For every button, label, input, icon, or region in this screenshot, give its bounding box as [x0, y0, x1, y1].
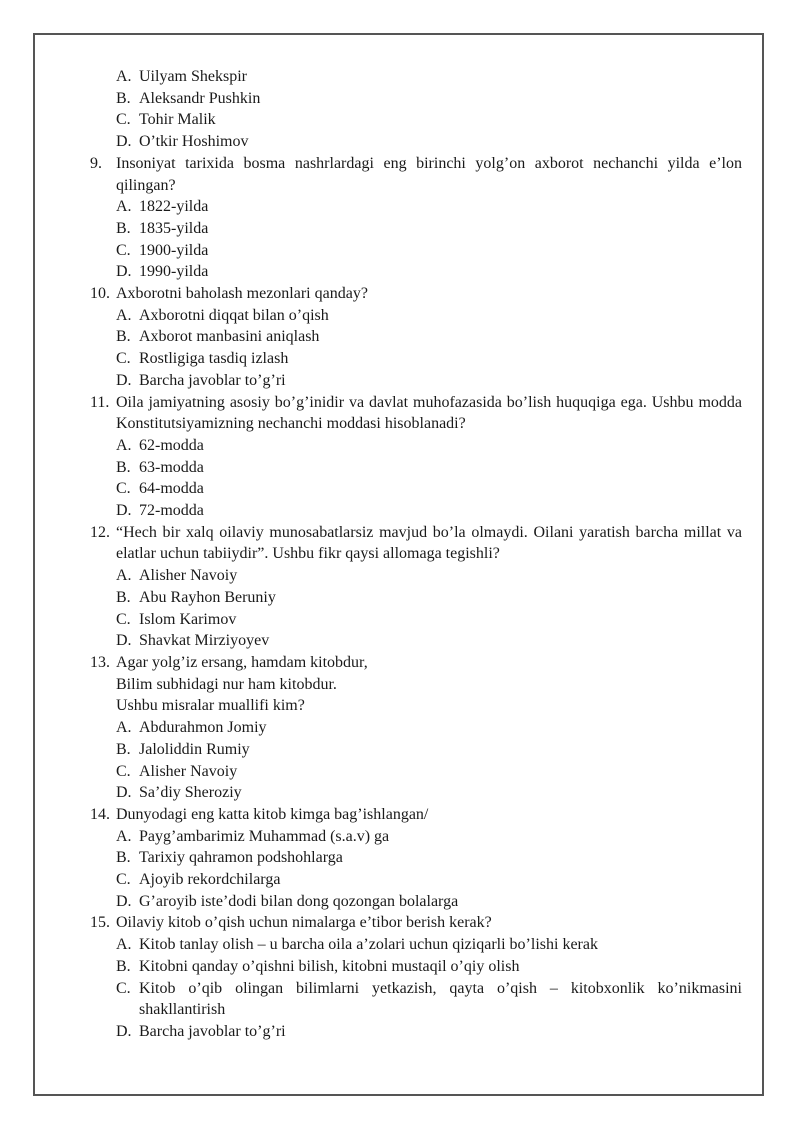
option-text: O’tkir Hoshimov — [139, 133, 249, 151]
option-text: Alisher Navoiy — [139, 567, 238, 585]
option-text: Jaloliddin Rumiy — [139, 740, 250, 758]
option-item — [90, 609, 742, 631]
option-text: Kitob tanlay olish – u barcha oila a’zolari uchun qiziqarli bo’lishi kerak — [139, 936, 598, 954]
option-item — [90, 761, 742, 783]
question-stem — [90, 804, 742, 826]
question-stem — [90, 912, 742, 934]
question-stem — [90, 652, 742, 717]
option-letter: C. — [116, 111, 131, 129]
question-stem — [90, 153, 742, 196]
option-item — [90, 565, 742, 587]
option-item — [90, 847, 742, 869]
option-item — [90, 869, 742, 891]
option-item — [90, 218, 742, 240]
question-text: Oilaviy kitob o’qish uchun nimalarga e’tibor berish kerak? — [116, 914, 492, 932]
option-text: Barcha javoblar to’g’ri — [139, 371, 286, 389]
document-body — [90, 66, 742, 1043]
option-item — [90, 305, 742, 327]
option-item — [90, 630, 742, 652]
option-item — [90, 1021, 742, 1043]
option-letter: A. — [116, 827, 132, 845]
option-item — [90, 326, 742, 348]
option-item — [90, 500, 742, 522]
option-text: G’aroyib iste’dodi bilan dong qozongan bolalarga — [139, 892, 459, 910]
option-text: Abu Rayhon Beruniy — [139, 588, 276, 606]
option-text: 64-modda — [139, 480, 204, 498]
option-item — [90, 478, 742, 500]
option-letter: C. — [116, 979, 131, 997]
option-item — [90, 457, 742, 479]
option-text: Shavkat Mirziyoyev — [139, 632, 270, 650]
option-item — [90, 934, 742, 956]
question-stem — [90, 283, 742, 305]
option-letter: A. — [116, 306, 132, 324]
option-text: 63-modda — [139, 458, 204, 476]
option-item — [90, 88, 742, 110]
option-letter: D. — [116, 892, 132, 910]
option-letter: C. — [116, 241, 131, 259]
option-text: Kitob o’qib olingan bilimlarni yetkazish, qayta o’qish – kitobxonlik ko’nikmasini shakllantirish — [139, 979, 742, 1019]
option-letter: A. — [116, 719, 132, 737]
question-number: 12. — [90, 523, 110, 541]
option-letter: C. — [116, 480, 131, 498]
option-text: Axborotni diqqat bilan o’qish — [139, 306, 329, 324]
question-text: Ushbu misralar muallifi kim? — [116, 697, 305, 715]
option-letter: D. — [116, 263, 132, 281]
option-letter: C. — [116, 350, 131, 368]
option-text: Tohir Malik — [139, 111, 216, 129]
option-text: Abdurahmon Jomiy — [139, 719, 267, 737]
option-text: 1835-yilda — [139, 219, 209, 237]
verse-line: Agar yolg’iz ersang, hamdam kitobdur, — [116, 653, 368, 671]
option-item — [90, 348, 742, 370]
option-letter: A. — [116, 936, 132, 954]
option-item — [90, 587, 742, 609]
option-letter: D. — [116, 1022, 132, 1040]
option-text: Payg’ambarimiz Muhammad (s.a.v) ga — [139, 827, 390, 845]
option-text: Uilyam Shekspir — [139, 68, 247, 85]
continued-options — [90, 66, 742, 153]
option-item — [90, 717, 742, 739]
question-text: “Hech bir xalq oilaviy munosabatlarsiz mavjud bo’la olmaydi. Oilani yaratish barcha millat va elatlar uchun tabiiydir”. Ushbu fikr qaysi allomaga tegishli? — [116, 523, 742, 563]
option-text: Aleksandr Pushkin — [139, 89, 261, 107]
option-item — [90, 131, 742, 153]
option-text: 1990-yilda — [139, 263, 209, 281]
option-item — [90, 261, 742, 283]
option-letter: D. — [116, 371, 132, 389]
question-14 — [90, 804, 742, 913]
option-text: 1900-yilda — [139, 241, 209, 259]
option-letter: B. — [116, 740, 131, 758]
option-letter: C. — [116, 762, 131, 780]
option-letter: A. — [116, 567, 132, 585]
option-letter: A. — [116, 436, 132, 454]
option-letter: B. — [116, 219, 131, 237]
option-letter: A. — [116, 198, 132, 216]
question-stem — [90, 392, 742, 435]
question-12 — [90, 522, 742, 652]
question-number: 14. — [90, 805, 110, 823]
option-text: Barcha javoblar to’g’ri — [139, 1022, 286, 1040]
option-item — [90, 240, 742, 262]
question-15 — [90, 912, 742, 1042]
option-letter: C. — [116, 610, 131, 628]
option-text: Islom Karimov — [139, 610, 237, 628]
option-letter: B. — [116, 957, 131, 975]
option-text: Axborot manbasini aniqlash — [139, 328, 320, 346]
option-item — [90, 370, 742, 392]
option-text: Rostligiga tasdiq izlash — [139, 350, 289, 368]
option-item — [90, 891, 742, 913]
option-letter: A. — [116, 68, 132, 85]
question-verse — [116, 652, 742, 717]
option-item — [90, 782, 742, 804]
verse-line: Bilim subhidagi nur ham kitobdur. — [116, 675, 337, 693]
question-number: 11. — [90, 393, 110, 411]
question-11 — [90, 392, 742, 522]
question-9 — [90, 153, 742, 283]
question-text: Oila jamiyatning asosiy bo’g’inidir va davlat muhofazasida bo’lish huquqiga ega. Ushbu modda Konstitutsiyamizning nechanchi moddasi hisoblanadi? — [116, 393, 742, 433]
option-text: Tarixiy qahramon podshohlarga — [139, 849, 343, 867]
option-letter: B. — [116, 89, 131, 107]
option-text: Kitobni qanday o’qishni bilish, kitobni mustaqil o’qiy olish — [139, 957, 520, 975]
question-number: 10. — [90, 285, 110, 303]
option-item — [90, 196, 742, 218]
option-letter: B. — [116, 849, 131, 867]
option-letter: D. — [116, 632, 132, 650]
option-text: 72-modda — [139, 502, 204, 520]
option-item — [90, 956, 742, 978]
option-item — [90, 826, 742, 848]
question-13 — [90, 652, 742, 804]
option-text: Alisher Navoiy — [139, 762, 238, 780]
option-letter: D. — [116, 502, 132, 520]
option-letter: B. — [116, 328, 131, 346]
option-item — [90, 978, 742, 1021]
option-text: 1822-yilda — [139, 198, 209, 216]
option-text: Sa’diy Sheroziy — [139, 784, 242, 802]
option-letter: C. — [116, 871, 131, 889]
option-letter: B. — [116, 458, 131, 476]
question-text: Axborotni baholash mezonlari qanday? — [116, 285, 368, 303]
option-letter: B. — [116, 588, 131, 606]
option-item — [90, 66, 742, 88]
option-text: Ajoyib rekordchilarga — [139, 871, 281, 889]
question-text: Dunyodagi eng katta kitob kimga bag’ishlangan/ — [116, 805, 429, 823]
option-item — [90, 739, 742, 761]
option-item — [90, 435, 742, 457]
option-letter: D. — [116, 133, 132, 151]
question-10 — [90, 283, 742, 392]
question-stem — [90, 522, 742, 565]
question-number: 15. — [90, 914, 110, 932]
option-text: 62-modda — [139, 436, 204, 454]
question-number: 9. — [90, 154, 102, 172]
option-letter: D. — [116, 784, 132, 802]
question-text: Insoniyat tarixida bosma nashrlardagi eng birinchi yolg’on axborot nechanchi yilda e’lon qilingan? — [116, 154, 742, 194]
question-number: 13. — [90, 653, 110, 671]
option-item — [90, 109, 742, 131]
